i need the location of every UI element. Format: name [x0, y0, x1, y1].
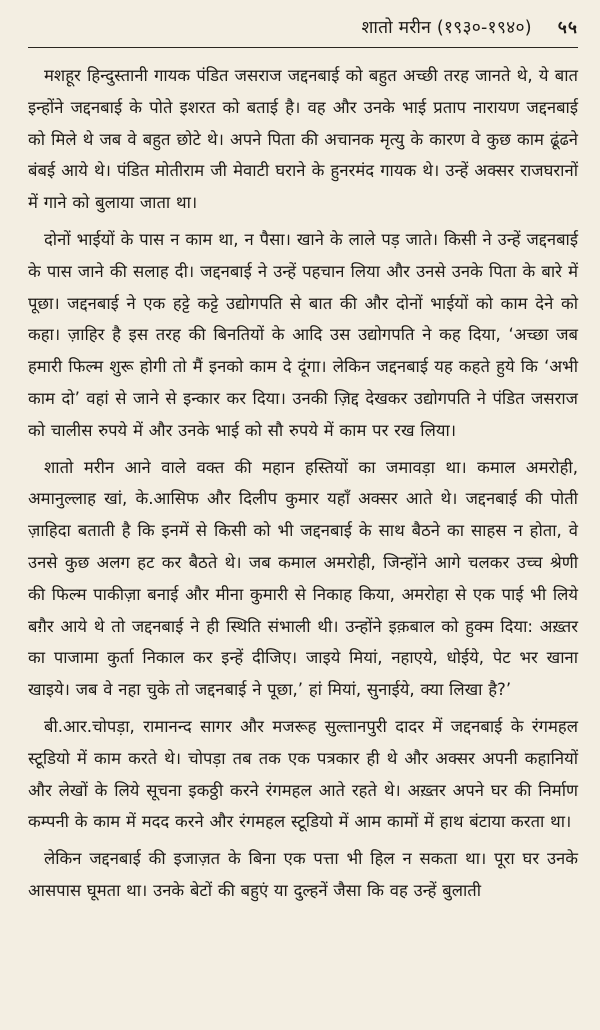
running-title: शातो मरीन (१९३०-१९४०): [361, 18, 532, 38]
paragraph-2: दोनों भाईयों के पास न काम था, न पैसा। खाने के लाले पड़ जाते। किसी ने उन्हें जद्दनबाई के पास जाने की सलाह दी। जद्दनबाई ने उन्हें पहचान लिया और उनसे उनके पिता के बारे में पूछा। जद्दनबाई ने एक हट्टे कट्टे उद्योगपति से बात की और दोनों भाईयों को काम देने को कहा। ज़ाहिर है इस तरह की बिनतियों के आदि उस उद्योगपति ने कह दिया, ‘अच्छा जब हमारी फिल्म शुरू होगी तो मैं इनको काम दे दूंगा। लेकिन जद्दनबाई यह कहते हुये कि ‘अभी काम दो’ वहां से जाने से इन्कार कर दिया। उनकी ज़िद्द देखकर उद्योगपति ने पंडित जसराज को चालीस रुपये में और उनके भाई को सौ रुपये में काम पर रख लिया।: [28, 229, 578, 440]
page-number: ५५: [557, 18, 578, 38]
paragraph-1: मशहूर हिन्दुस्तानी गायक पंडित जसराज जद्दनबाई को बहुत अच्छी तरह जानते थे, ये बात इन्होंने जद्दनबाई के पोते इशरत को बताई है। वह और उनके भाई प्रताप नारायण जद्दनबाई को मिले थे जब वे बहुत छोटे थे। अपने पिता की अचानक मृत्यु के कारण वे कुछ काम ढूंढने बंबई आये थे। पंडित मोतीराम जी मेवाटी घराने के हुनरमंद गायक थे। उन्हें अक्सर राजघरानों में गाने को बुलाया जाता था।: [28, 66, 578, 213]
paragraph-3: शातो मरीन आने वाले वक्त की महान हस्तियों का जमावड़ा था। कमाल अमरोही, अमानुल्लाह खां, के.आसिफ और दिलीप कुमार यहाँ अक्सर आते थे। जद्दनबाई की पोती ज़ाहिदा बताती है कि इनमें से किसी को भी जद्दनबाई के साथ बैठने का साहस न होता, वे उनसे कुछ अलग हट कर बैठते थे। जब कमाल अमरोही, जिन्होंने आगे चलकर उच्च श्रेणी की फिल्म पाकीज़ा बनाई और मीना कुमारी से निकाह किया, अमरोहा से एक पाई भी लिये बग़ैर आये थे तो जद्दनबाई ने ही स्थिति संभाली थी। उन्होंने इक़बाल को हुक्म दिया: अख़्तर का पाजामा कुर्ता निकाल कर इन्हें दीजिए। जाइये मियां, नहाएये, धोईये, पेट भर खाना खाइये। जब वे नहा चुके तो जद्दनबाई ने पूछा,’ हां मियां, सुनाईये, क्या लिखा है?’: [28, 457, 578, 700]
body-text: [28, 60, 578, 912]
paragraph-5: लेकिन जद्दनबाई की इजाज़त के बिना एक पत्ता भी हिल न सकता था। पूरा घर उनके आसपास घूमता था। उनके बेटों की बहुएं या दुल्हनें जैसा कि वह उन्हें बुलाती: [28, 849, 578, 900]
header-rule: [28, 47, 578, 48]
page-header: [28, 12, 578, 42]
paragraph-4: बी.आर.चोपड़ा, रामानन्द सागर और मजरूह सुल्तानपुरी दादर में जद्दनबाई के रंगमहल स्टूडियो में काम करते थे। चोपड़ा तब तक एक पत्रकार ही थे और अक्सर अपनी कहानियों और लेखों के लिये सूचना इकठ्ठी करने रंगमहल आते रहते थे। अख़्तर अपने घर की निर्माण कम्पनी के काम में मदद करने और रंगमहल स्टूडियो में आम कामों में हाथ बंटाया करता था।: [28, 716, 578, 832]
